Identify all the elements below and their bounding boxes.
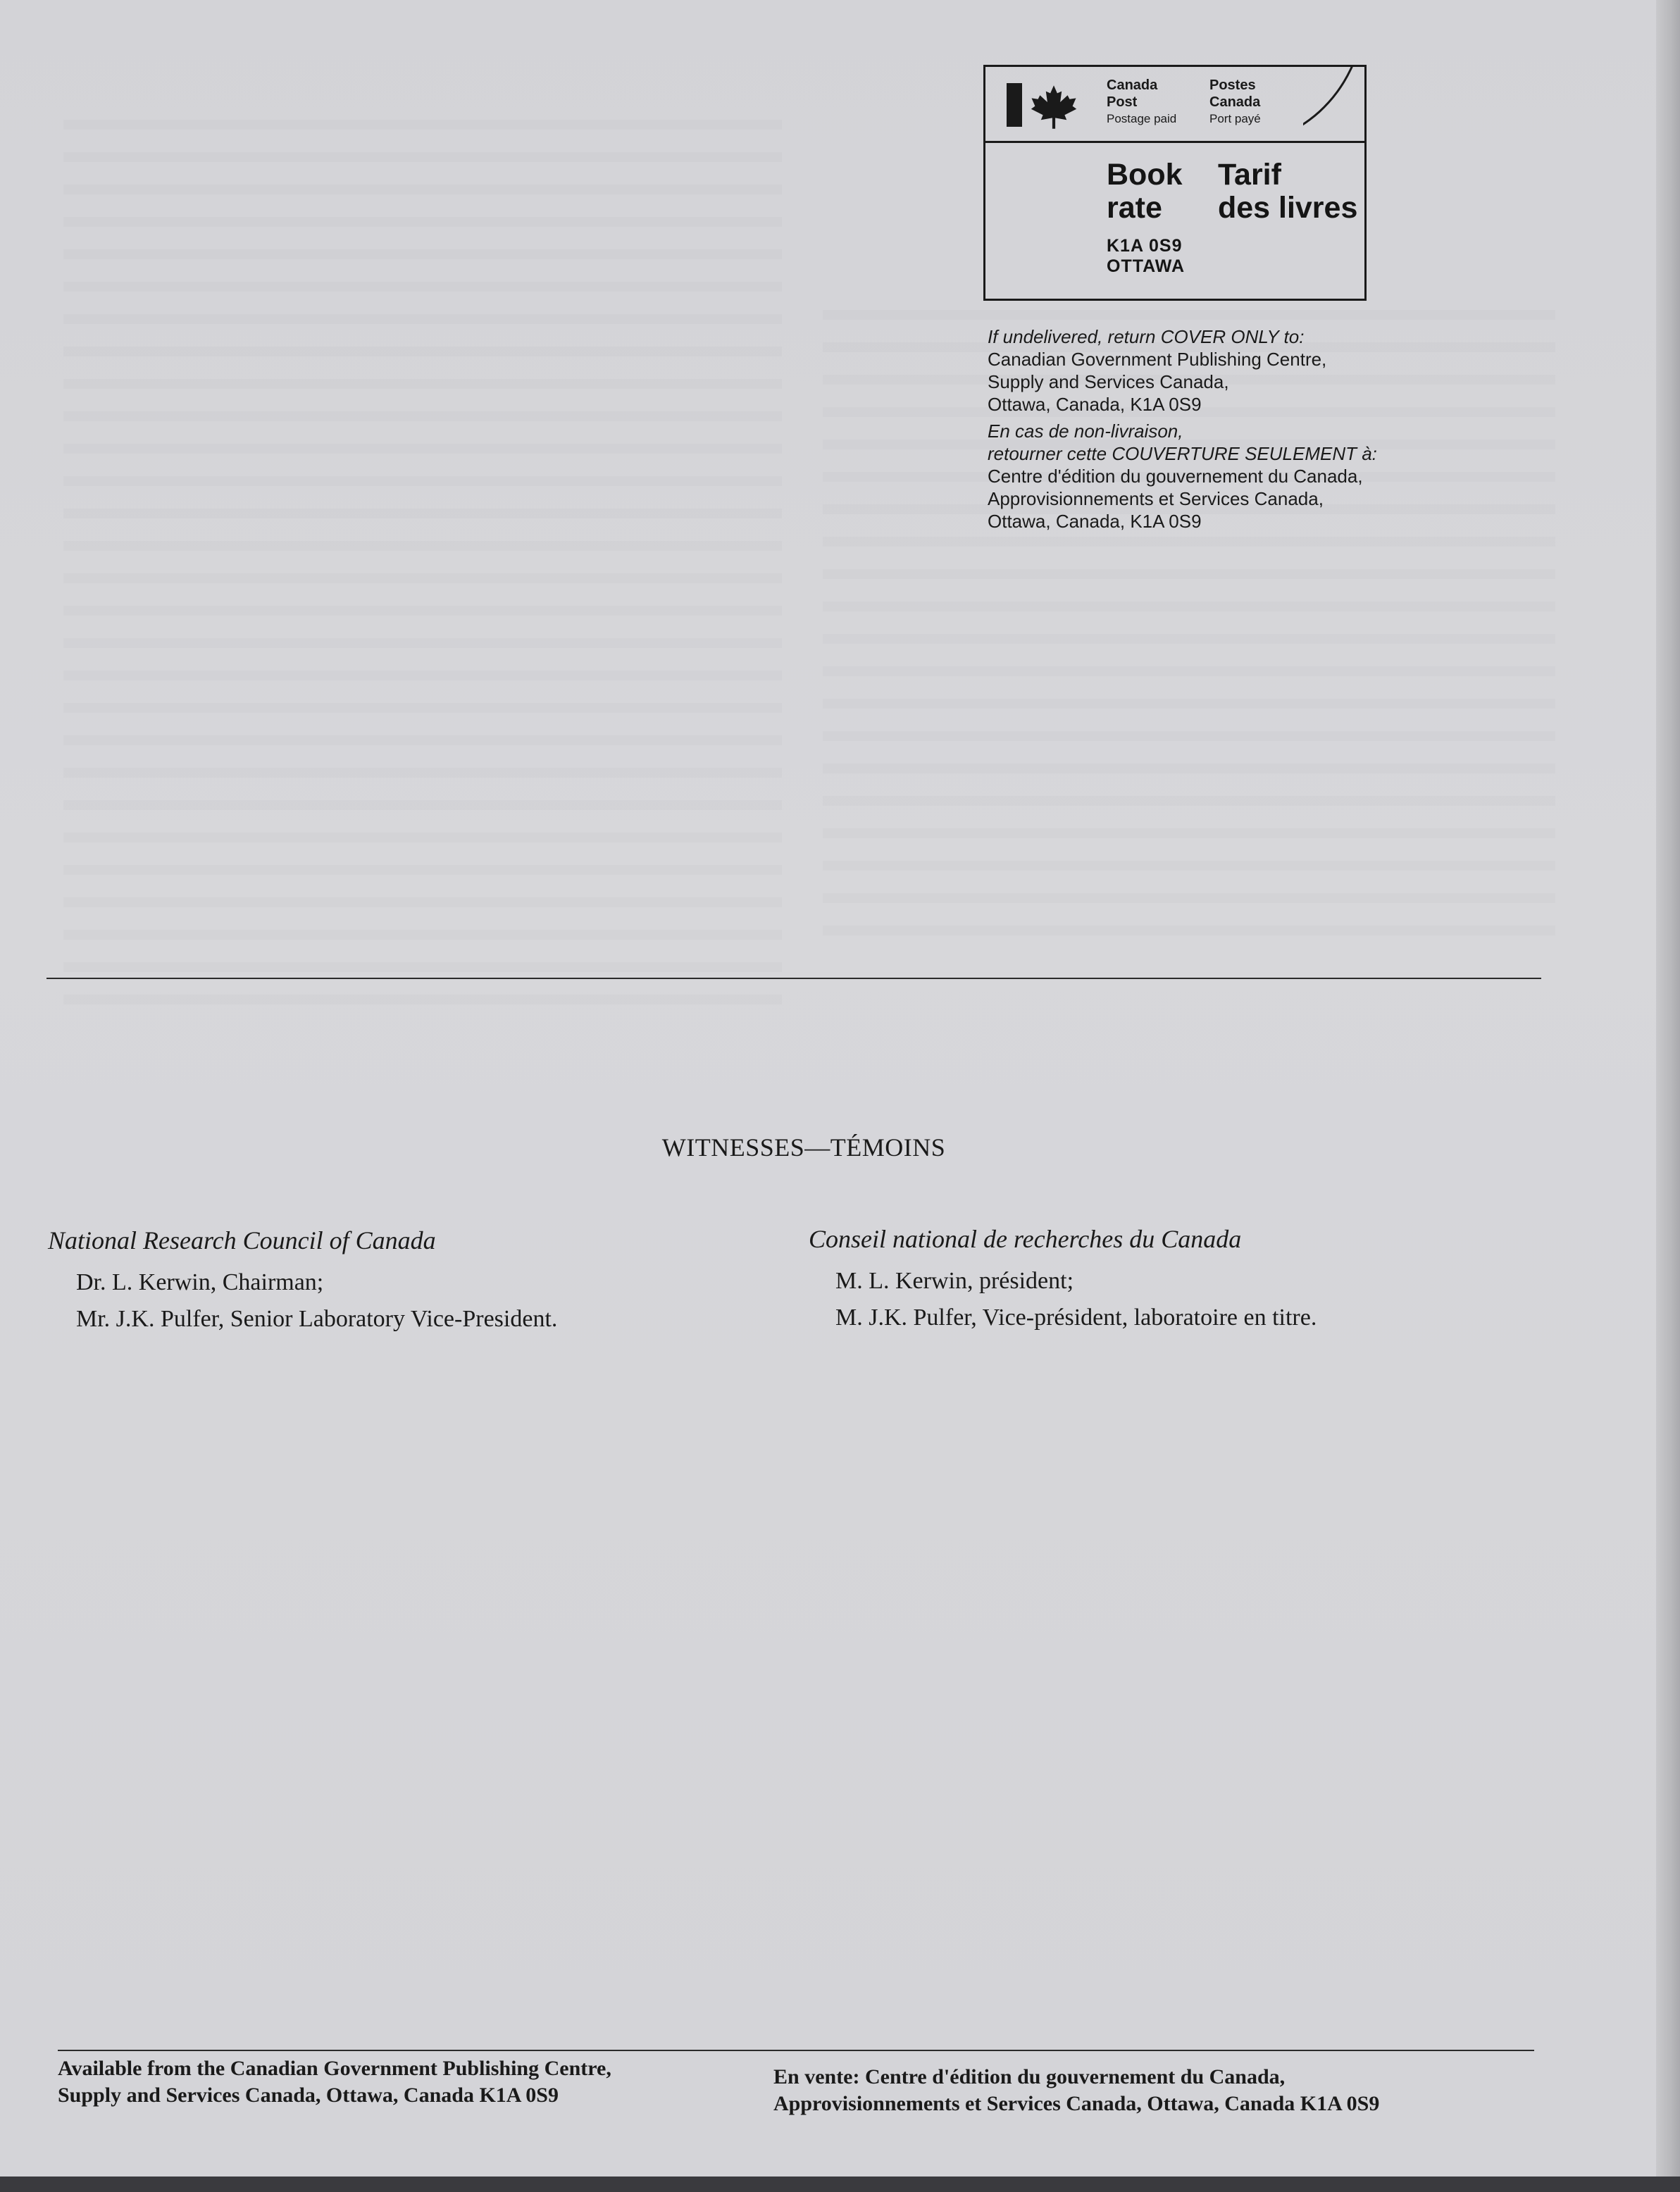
return-fr-intro2: retourner cette COUVERTURE SEULEMENT à: xyxy=(988,443,1377,464)
page-bottom-edge xyxy=(0,2177,1680,2192)
footer-en-line1: Available from the Canadian Government Publishing Centre, xyxy=(58,2057,611,2080)
witness-fr-person2: M. J.K. Pulfer, Vice-président, laboratoire en titre. xyxy=(835,1304,1317,1331)
footer-fr-line2: Approvisionnements et Services Canada, Ottawa, Canada K1A 0S9 xyxy=(773,2092,1380,2115)
return-fr-line1: Centre d'édition du gouvernement du Canada, xyxy=(988,466,1363,487)
indicia-city: OTTAWA xyxy=(1107,256,1186,276)
indicia-en-column xyxy=(1107,77,1176,127)
witness-en-person1: Dr. L. Kerwin, Chairman; xyxy=(76,1269,324,1295)
return-en-intro: If undelivered, return COVER ONLY to: xyxy=(988,326,1305,347)
footer-fr xyxy=(773,2064,1379,2117)
footer-en-line2: Supply and Services Canada, Ottawa, Canada K1A 0S9 xyxy=(58,2084,559,2107)
return-fr-line3: Ottawa, Canada, K1A 0S9 xyxy=(988,511,1202,532)
show-through-left xyxy=(63,120,782,1021)
book-label: Book xyxy=(1107,158,1183,192)
indicia-post-en: Post xyxy=(1107,94,1138,110)
section-divider xyxy=(46,978,1541,979)
indicia-postes-fr: Postes xyxy=(1209,77,1256,93)
return-fr-intro1: En cas de non-livraison, xyxy=(988,421,1183,442)
footer-divider xyxy=(58,2050,1534,2051)
witness-org-en: National Research Council of Canada xyxy=(48,1226,436,1254)
page-right-edge xyxy=(1656,0,1680,2192)
return-en-line3: Ottawa, Canada, K1A 0S9 xyxy=(988,394,1202,415)
indicia-port-paye: Port payé xyxy=(1209,112,1261,125)
witnesses-heading: WITNESSES—TÉMOINS xyxy=(661,1133,946,1162)
witness-en-person2: Mr. J.K. Pulfer, Senior Laboratory Vice-President. xyxy=(76,1306,558,1332)
footer-fr-line1: En vente: Centre d'édition du gouvernement du Canada, xyxy=(773,2065,1286,2088)
rate-label: rate xyxy=(1107,191,1162,225)
indicia-header xyxy=(985,67,1364,143)
des-livres-label: des livres xyxy=(1217,191,1358,225)
flag-bar xyxy=(1007,83,1022,127)
indicia-postal xyxy=(1107,236,1185,277)
return-en-line1: Canadian Government Publishing Centre, xyxy=(988,349,1327,370)
footer-en xyxy=(58,2055,611,2109)
indicia-corner-curve xyxy=(1303,65,1367,143)
witness-fr-person1: M. L. Kerwin, président; xyxy=(835,1268,1074,1294)
return-en-line2: Supply and Services Canada, xyxy=(988,371,1229,392)
maple-leaf-icon xyxy=(1029,82,1078,132)
return-fr-line2: Approvisionnements et Services Canada, xyxy=(988,488,1324,509)
tarif-label: Tarif xyxy=(1217,158,1281,192)
book-rate-block xyxy=(1107,158,1357,225)
indicia-canada-fr: Canada xyxy=(1209,94,1261,110)
indicia-fr-column xyxy=(1209,77,1261,127)
indicia-postage-paid: Postage paid xyxy=(1107,112,1177,125)
witness-org-fr: Conseil national de recherches du Canada xyxy=(809,1225,1242,1253)
return-address xyxy=(988,325,1467,533)
indicia-canada-en: Canada xyxy=(1107,77,1158,93)
indicia-postal-code: K1A 0S9 xyxy=(1107,236,1183,256)
postage-indicia xyxy=(983,65,1367,301)
